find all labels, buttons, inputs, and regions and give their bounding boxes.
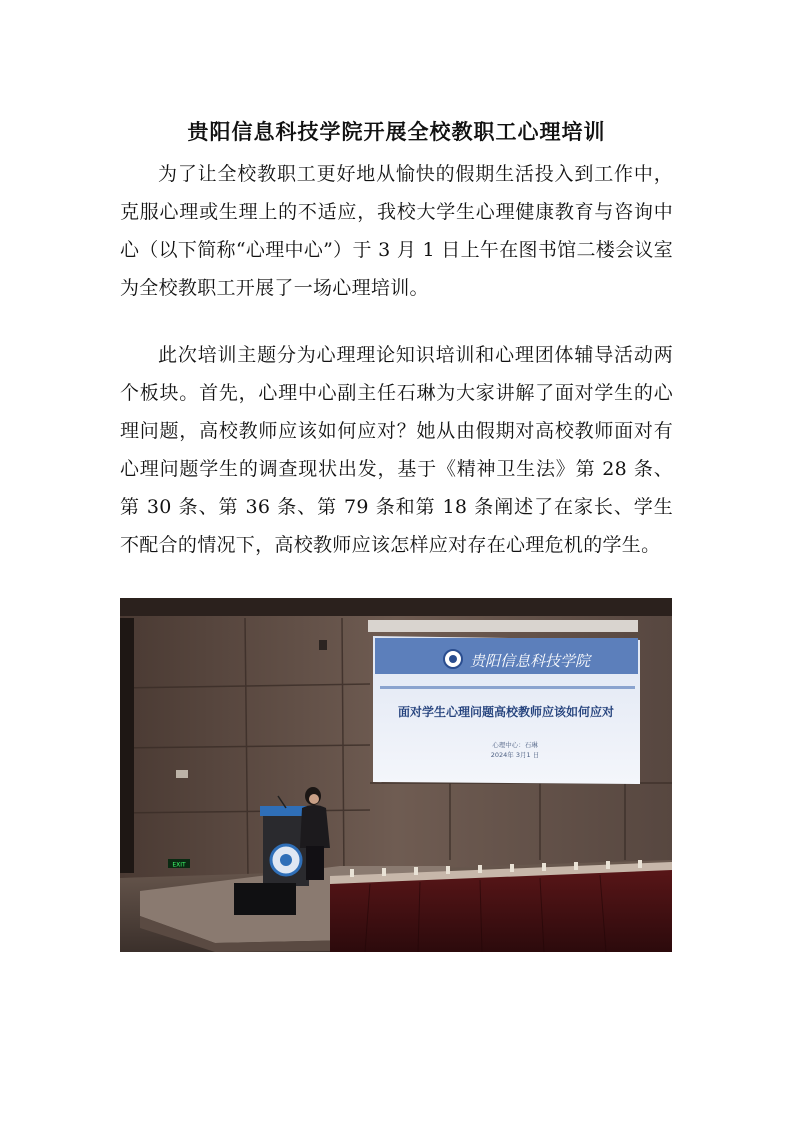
paragraph-training-content: 此次培训主题分为心理理论知识培训和心理团体辅导活动两个板块。首先，心理中心副主任石琳为大家讲解了面对学生的心理问题，高校教师应该如何应对？她从由假期对高校教师面对有心理问题学生的调查现状出发，基于《精神卫生法》第 28 条、第 30 条、第 36 条、第 79 条和第 18 条阐述了在家长、学生不配合的情况下，高校教师应该怎样应对存在心理危机的学生。 xyxy=(120,344,673,556)
svg-text:EXIT: EXIT xyxy=(172,861,186,869)
projected-slide xyxy=(373,636,640,784)
stage-speaker xyxy=(234,883,296,915)
paragraph-intro: 为了让全校教职工更好地从愉快的假期生活投入到工作中，克服心理或生理上的不适应，我校大学生心理健康教育与咨询中心（以下简称“心理中心”）于 3 月 1 日上午在图书馆二楼会议室为全校教职工开展了一场心理培训。 xyxy=(120,163,673,299)
slide-school-name: 贵阳信息科技学院 xyxy=(470,652,591,670)
slide-presenter: 心理中心：石琳 xyxy=(492,741,538,749)
training-photo xyxy=(120,598,672,952)
article-title: 贵阳信息科技学院开展全校教职工心理培训 xyxy=(187,120,606,145)
exit-sign xyxy=(168,859,190,869)
slide-heading: 面对学生心理问题高校教师应该如何应对 xyxy=(397,705,615,719)
screen-housing xyxy=(368,620,638,632)
slide-date: 2024年 3月1 日 xyxy=(490,751,540,759)
